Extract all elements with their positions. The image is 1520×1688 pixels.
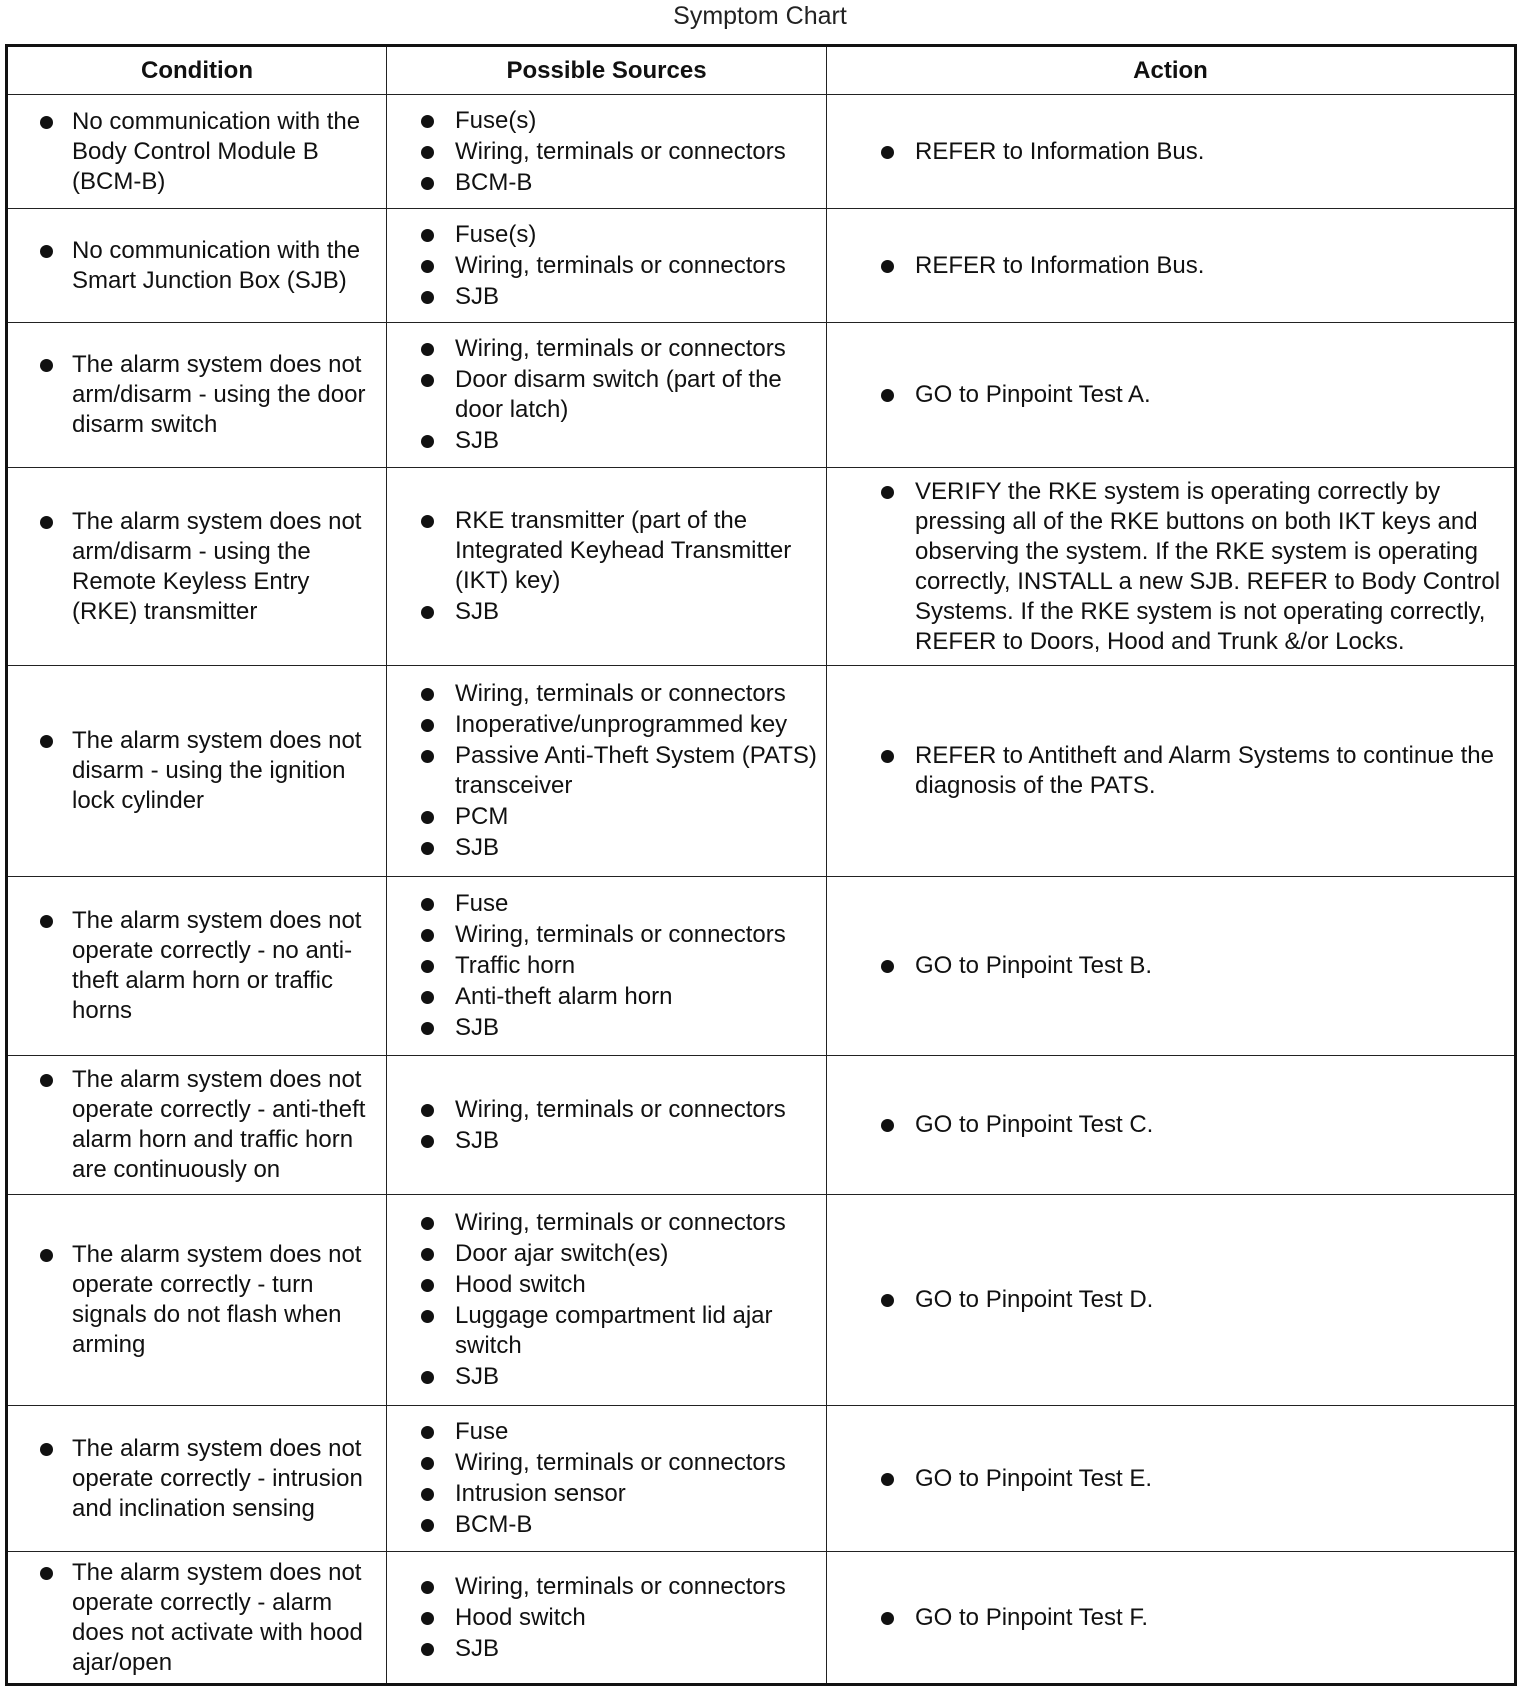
list-item	[409, 802, 818, 832]
action-text: GO to Pinpoint Test D.	[915, 1286, 1154, 1313]
condition-cell	[8, 209, 387, 323]
list-item	[30, 1240, 378, 1360]
action-cell	[827, 1195, 1514, 1406]
condition-text: The alarm system does not operate correctly - alarm does not activate with hood ajar/open	[72, 1558, 363, 1676]
source-text: Wiring, terminals or connectors	[455, 335, 786, 362]
action-cell	[827, 1552, 1514, 1683]
list-item	[409, 1448, 818, 1478]
condition-list	[30, 1434, 378, 1524]
source-text: Fuse	[455, 1418, 509, 1445]
condition-text: The alarm system does not operate correctly - intrusion and inclination sensing	[72, 1434, 363, 1522]
condition-text: The alarm system does not arm/disarm - using the door disarm switch	[72, 351, 366, 438]
header-possible-sources: Possible Sources	[387, 47, 827, 95]
list-item	[409, 920, 818, 950]
list-item	[30, 507, 378, 627]
bullet-icon	[40, 116, 53, 129]
list-item	[853, 251, 1506, 281]
bullet-icon	[421, 1248, 434, 1261]
bullet-icon	[40, 735, 53, 748]
condition-cell	[8, 468, 387, 666]
source-text: Intrusion sensor	[455, 1480, 626, 1507]
condition-text: The alarm system does not operate correctly - no anti-theft alarm horn or traffic horns	[72, 907, 362, 1024]
source-text: Luggage compartment lid ajar switch	[455, 1302, 773, 1359]
sources-list	[409, 333, 818, 457]
bullet-icon	[881, 389, 894, 402]
list-item	[409, 1479, 818, 1509]
bullet-icon	[881, 1119, 894, 1132]
sources-cell	[387, 1552, 827, 1683]
bullet-icon	[421, 1519, 434, 1532]
list-item	[30, 350, 378, 440]
list-item	[30, 1065, 378, 1185]
bullet-icon	[421, 688, 434, 701]
sources-list	[409, 1094, 818, 1157]
list-item	[409, 506, 818, 596]
bullet-icon	[421, 719, 434, 732]
list-item	[30, 236, 378, 296]
source-text: Hood switch	[455, 1271, 586, 1298]
source-text: RKE transmitter (part of the Integrated Keyhead Transmitter (IKT) key)	[455, 507, 792, 594]
condition-text: The alarm system does not operate correctly - anti-theft alarm horn and traffic horn are continuously on	[72, 1066, 366, 1183]
action-cell	[827, 468, 1514, 666]
bullet-icon	[40, 516, 53, 529]
list-item	[409, 1634, 818, 1664]
sources-cell	[387, 1406, 827, 1552]
action-text: GO to Pinpoint Test A.	[915, 381, 1151, 408]
bullet-icon	[421, 1104, 434, 1117]
condition-text: The alarm system does not disarm - using the ignition lock cylinder	[72, 727, 362, 814]
condition-text: The alarm system does not operate correctly - turn signals do not flash when arming	[72, 1241, 362, 1358]
bullet-icon	[421, 146, 434, 159]
list-item	[853, 1603, 1506, 1633]
list-item	[409, 741, 818, 801]
condition-text: No communication with the Smart Junction Box (SJB)	[72, 236, 361, 294]
source-text: Wiring, terminals or connectors	[455, 137, 786, 165]
condition-list	[30, 507, 378, 627]
sources-list	[409, 505, 818, 628]
sources-cell	[387, 1056, 827, 1195]
bullet-icon	[421, 343, 434, 356]
action-text: GO to Pinpoint Test C.	[915, 1111, 1154, 1138]
list-item	[853, 380, 1506, 410]
bullet-icon	[421, 929, 434, 942]
bullet-icon	[421, 606, 434, 619]
bullet-icon	[40, 915, 53, 928]
list-item	[409, 1417, 818, 1447]
list-item	[409, 220, 818, 250]
bullet-icon	[881, 1473, 894, 1486]
condition-cell	[8, 877, 387, 1056]
bullet-icon	[421, 811, 434, 824]
list-item	[409, 951, 818, 981]
action-cell	[827, 323, 1514, 468]
bullet-icon	[421, 374, 434, 387]
sources-cell	[387, 95, 827, 209]
action-list	[853, 477, 1506, 657]
bullet-icon	[421, 1279, 434, 1292]
list-item	[409, 106, 818, 136]
list-item	[853, 951, 1506, 981]
list-item	[409, 1239, 818, 1269]
source-text: SJB	[455, 282, 500, 310]
bullet-icon	[421, 1310, 434, 1323]
source-text: SJB	[455, 834, 500, 861]
condition-list	[30, 236, 378, 296]
list-item	[30, 1434, 378, 1524]
source-text: Traffic horn	[455, 952, 576, 979]
action-text: GO to Pinpoint Test B.	[915, 952, 1153, 979]
list-item	[409, 889, 818, 919]
action-text: GO to Pinpoint Test E.	[915, 1464, 1153, 1492]
header-condition: Condition	[8, 47, 387, 95]
action-list	[853, 380, 1506, 410]
bullet-icon	[881, 1612, 894, 1625]
source-text: Wiring, terminals or connectors	[455, 1572, 786, 1600]
source-text: PCM	[455, 803, 509, 830]
bullet-icon	[40, 1074, 53, 1087]
list-item	[853, 1464, 1506, 1494]
action-list	[853, 1285, 1506, 1315]
list-item	[409, 597, 818, 627]
source-text: Anti-theft alarm horn	[455, 983, 673, 1010]
list-item	[409, 426, 818, 456]
source-text: Hood switch	[455, 1603, 586, 1631]
bullet-icon	[881, 1294, 894, 1307]
source-text: SJB	[455, 1634, 500, 1662]
condition-cell	[8, 666, 387, 877]
condition-text: The alarm system does not arm/disarm - using the Remote Keyless Entry (RKE) transmitter	[72, 507, 362, 625]
bullet-icon	[421, 1022, 434, 1035]
action-text: REFER to Information Bus.	[915, 137, 1205, 165]
source-text: BCM-B	[455, 1511, 533, 1538]
source-text: Fuse(s)	[455, 106, 537, 134]
sources-cell	[387, 1195, 827, 1406]
condition-list	[30, 1065, 378, 1185]
list-item	[409, 1362, 818, 1392]
list-item	[409, 982, 818, 1012]
list-item	[409, 1301, 818, 1361]
action-list	[853, 137, 1506, 167]
action-cell	[827, 209, 1514, 323]
source-text: Wiring, terminals or connectors	[455, 251, 786, 279]
list-item	[30, 906, 378, 1026]
sources-cell	[387, 468, 827, 666]
bullet-icon	[881, 260, 894, 273]
source-text: Fuse(s)	[455, 220, 537, 248]
list-item	[409, 365, 818, 425]
source-text: SJB	[455, 1014, 500, 1041]
action-text: REFER to Antitheft and Alarm Systems to continue the diagnosis of the PATS.	[915, 742, 1494, 799]
list-item	[409, 282, 818, 312]
bullet-icon	[421, 115, 434, 128]
bullet-icon	[881, 750, 894, 763]
list-item	[409, 1208, 818, 1238]
bullet-icon	[40, 1443, 53, 1456]
bullet-icon	[421, 960, 434, 973]
bullet-icon	[40, 245, 53, 258]
bullet-icon	[421, 515, 434, 528]
list-item	[409, 1270, 818, 1300]
list-item	[853, 1110, 1506, 1140]
bullet-icon	[421, 291, 434, 304]
bullet-icon	[881, 960, 894, 973]
source-text: Door ajar switch(es)	[455, 1240, 669, 1267]
bullet-icon	[421, 1612, 434, 1625]
bullet-icon	[421, 260, 434, 273]
action-cell	[827, 666, 1514, 877]
sources-list	[409, 1416, 818, 1541]
sources-list	[409, 678, 818, 864]
list-item	[409, 137, 818, 167]
source-text: SJB	[455, 427, 500, 454]
bullet-icon	[421, 1581, 434, 1594]
list-item	[30, 107, 378, 197]
sources-cell	[387, 877, 827, 1056]
condition-cell	[8, 1406, 387, 1552]
source-text: BCM-B	[455, 168, 533, 196]
list-item	[853, 477, 1506, 657]
action-list	[853, 1603, 1506, 1633]
source-text: Wiring, terminals or connectors	[455, 1095, 786, 1123]
list-item	[409, 1603, 818, 1633]
bullet-icon	[421, 898, 434, 911]
condition-list	[30, 350, 378, 440]
list-item	[409, 833, 818, 863]
bullet-icon	[421, 435, 434, 448]
action-cell	[827, 1056, 1514, 1195]
list-item	[409, 1510, 818, 1540]
sources-cell	[387, 209, 827, 323]
bullet-icon	[421, 842, 434, 855]
sources-list	[409, 219, 818, 313]
condition-cell	[8, 323, 387, 468]
condition-cell	[8, 1195, 387, 1406]
condition-text: No communication with the Body Control Module B (BCM-B)	[72, 107, 361, 195]
bullet-icon	[421, 229, 434, 242]
list-item	[409, 334, 818, 364]
action-text: GO to Pinpoint Test F.	[915, 1603, 1149, 1631]
list-item	[409, 679, 818, 709]
list-item	[409, 168, 818, 198]
bullet-icon	[40, 1249, 53, 1262]
sources-list	[409, 1571, 818, 1665]
sources-list	[409, 888, 818, 1044]
condition-cell	[8, 1056, 387, 1195]
action-text: REFER to Information Bus.	[915, 251, 1205, 279]
source-text: Wiring, terminals or connectors	[455, 921, 786, 948]
action-list	[853, 251, 1506, 281]
condition-list	[30, 726, 378, 816]
source-text: Fuse	[455, 890, 509, 917]
list-item	[30, 1558, 378, 1678]
bullet-icon	[881, 486, 894, 499]
list-item	[30, 726, 378, 816]
action-text: VERIFY the RKE system is operating correctly by pressing all of the RKE buttons on both IKT keys and observing the system. If the RKE system is operating correctly, INSTALL a new SJB. REFER to Body Control Systems. If the RKE system is not operating correctly, REFER to Doors, Hood and Trunk &/or Locks.	[915, 477, 1501, 655]
symptom-chart-table	[5, 44, 1517, 1686]
source-text: SJB	[455, 598, 500, 625]
action-cell	[827, 1406, 1514, 1552]
bullet-icon	[421, 750, 434, 763]
sources-list	[409, 105, 818, 199]
condition-cell	[8, 1552, 387, 1683]
sources-cell	[387, 666, 827, 877]
bullet-icon	[421, 1135, 434, 1148]
chart-caption: Symptom Chart	[673, 2, 847, 30]
source-text: Inoperative/unprogrammed key	[455, 711, 788, 738]
source-text: Wiring, terminals or connectors	[455, 680, 786, 707]
bullet-icon	[421, 991, 434, 1004]
bullet-icon	[421, 1457, 434, 1470]
condition-list	[30, 906, 378, 1026]
condition-list	[30, 1558, 378, 1678]
source-text: SJB	[455, 1126, 500, 1154]
action-list	[853, 1464, 1506, 1494]
list-item	[409, 251, 818, 281]
list-item	[409, 1095, 818, 1125]
list-item	[409, 710, 818, 740]
action-list	[853, 951, 1506, 981]
source-text: Passive Anti-Theft System (PATS) transceiver	[455, 742, 817, 799]
source-text: Door disarm switch (part of the door latch)	[455, 366, 782, 423]
condition-cell	[8, 95, 387, 209]
bullet-icon	[421, 177, 434, 190]
header-action: Action	[827, 47, 1514, 95]
bullet-icon	[40, 1567, 53, 1580]
bullet-icon	[881, 146, 894, 159]
action-cell	[827, 95, 1514, 209]
bullet-icon	[421, 1217, 434, 1230]
bullet-icon	[421, 1426, 434, 1439]
list-item	[409, 1126, 818, 1156]
action-list	[853, 741, 1506, 801]
action-cell	[827, 877, 1514, 1056]
source-text: Wiring, terminals or connectors	[455, 1209, 786, 1236]
bullet-icon	[40, 359, 53, 372]
list-item	[853, 137, 1506, 167]
source-text: SJB	[455, 1363, 500, 1390]
list-item	[853, 741, 1506, 801]
bullet-icon	[421, 1488, 434, 1501]
list-item	[409, 1572, 818, 1602]
list-item	[409, 1013, 818, 1043]
source-text: Wiring, terminals or connectors	[455, 1449, 786, 1476]
bullet-icon	[421, 1643, 434, 1656]
action-list	[853, 1110, 1506, 1140]
sources-cell	[387, 323, 827, 468]
bullet-icon	[421, 1371, 434, 1384]
sources-list	[409, 1207, 818, 1393]
list-item	[853, 1285, 1506, 1315]
condition-list	[30, 1240, 378, 1360]
condition-list	[30, 107, 378, 197]
